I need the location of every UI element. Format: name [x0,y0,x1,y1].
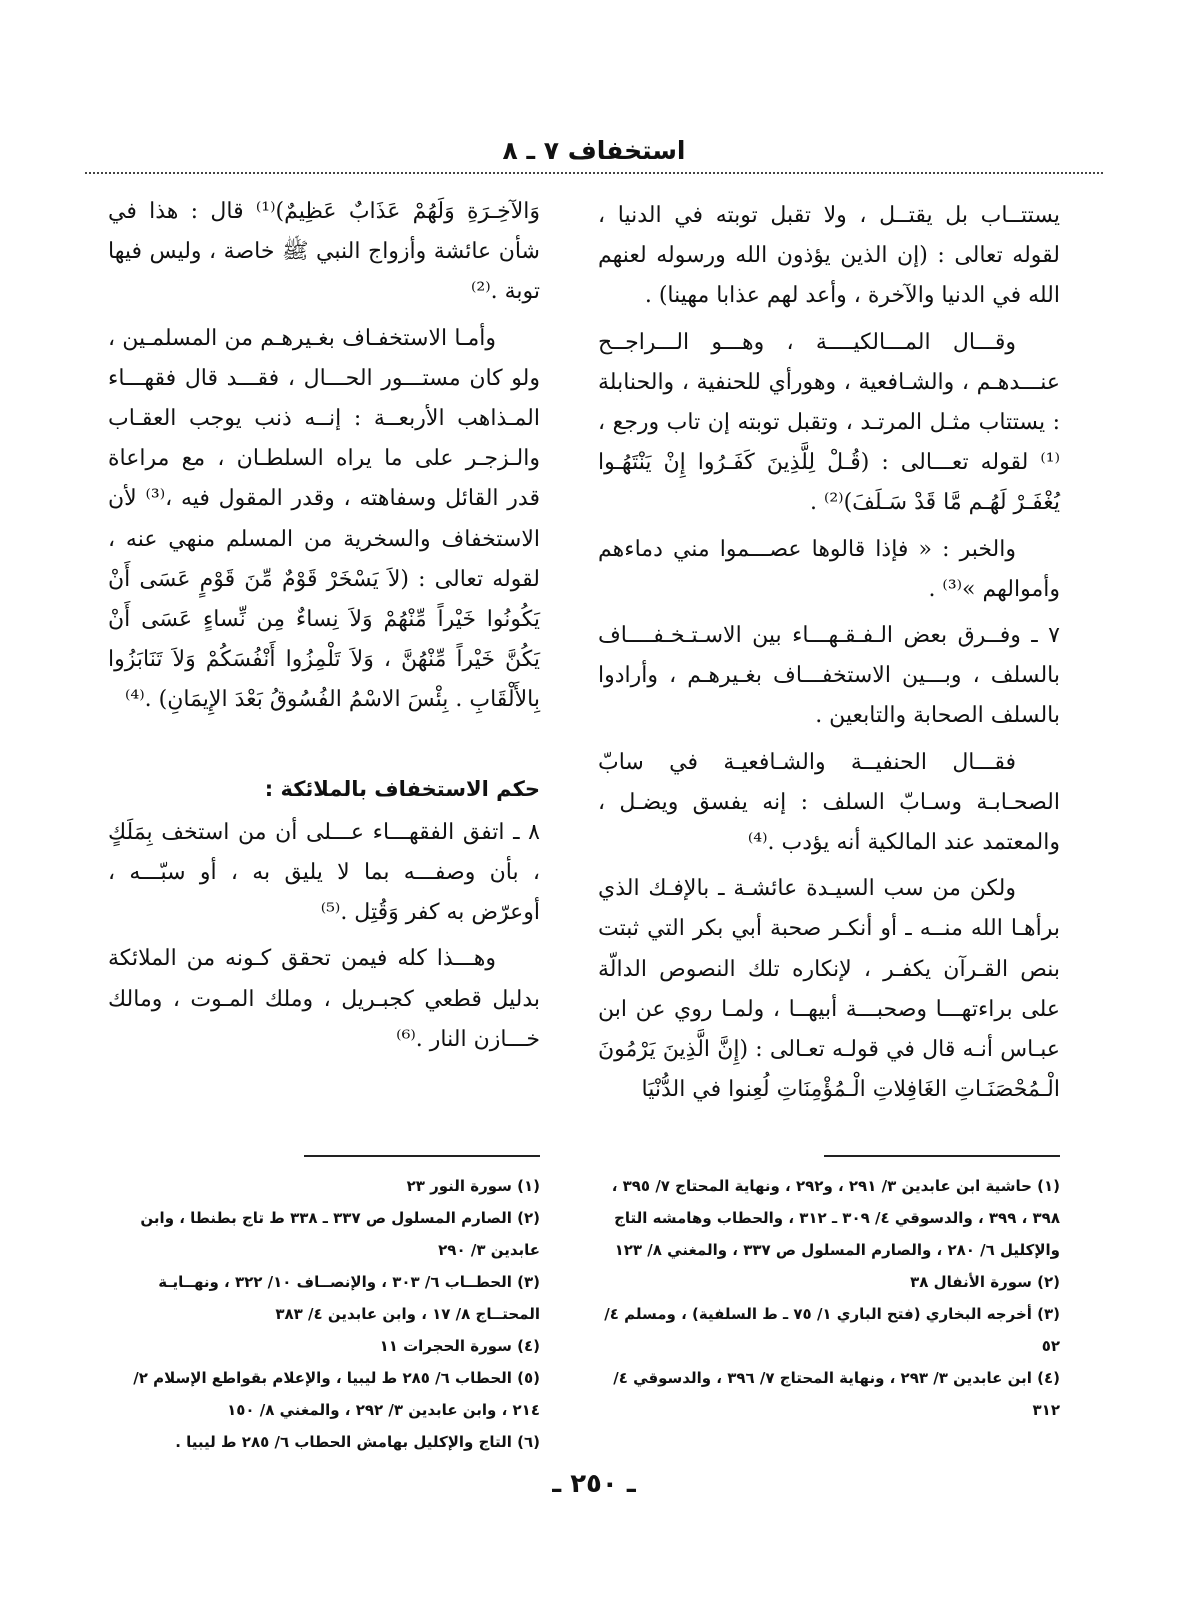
footnote-right-2: (٢) سورة الأنفال ٣٨ [910,1273,1060,1291]
footnote-rule-left [304,1155,540,1157]
page-number: ـ ٢٥٠ ـ [552,1469,636,1499]
right-para-6: ولكن من سب السيـدة عائشـة ـ بالإفـك الذي برأهـا الله منــه ـ أو أنكـر صحبة أبي بكر التي ثبتت بنص القـرآن يكفـر ، لإنكاره تلك النصوص الدالّة على براءتهـــا وصحبـــة أبيهــا ، ولمـا روي عن ابن عبـاس أنـه قال في قولـه تعـالى : (إِنَّ الَّذِينَ يَرْمُونَ الْـمُحْصَنَـاتِ الغَافِلاتِ الْـمُؤْمِنَاتِ لُعِنوا في الدُّنْيَا [598,876,1060,1103]
footnote-right-1: (١) حاشية ابن عابدين ٣/ ٢٩١ ، و٢٩٢ ، ونهاية المحتاج ٧/ ٣٩٥ ، ٣٩٨ ، ٣٩٩ ، والدسوقي ٤/ ٣٠٩ ـ ٣١٢ ، والحطاب وهامشه التاج والإكليل ٦/ ٢٨٠ ، والصارم المسلول ص ٣٣٧ ، والمغني ٨/ ١٢٣ [611,1177,1060,1259]
page-header-title: استخفاف ٧ ـ ٨ [502,136,686,165]
right-para-4: ٧ ـ وفــرق بعض الـفـقـهـــاء بين الاسـتـخـفــــاف بالسلف ، وبـــين الاستخفـــاف بغـيرهـم ، وأرادوا بالسلف الصحابة والتابعين . [598,623,1060,729]
footnote-rule-right [824,1155,1060,1157]
footnote-right-4: (٤) ابن عابدين ٣/ ٢٩٣ ، ونهاية المحتاج ٧/ ٣٩٦ ، والدسوقي ٤/ ٣١٢ [613,1369,1060,1419]
left-para-1: وَالآخِـرَةِ وَلَهُمْ عَذَابٌ عَظِيمٌ)⁽¹⁾ قال : هذا في شأن عائشة وأزواج النبي ﷺ خاصة ، وليس فيها توبة .⁽²⁾ [108,199,541,305]
footnote-left-2: (٢) الصارم المسلول ص ٣٣٧ ـ ٣٣٨ ط تاج بطنطا ، وابن عابدين ٣/ ٢٩٠ [140,1209,540,1259]
right-para-3: والخبر : « فإذا قالوها عصـــموا مني دماءهم وأموالهم »⁽³⁾ . [598,536,1060,602]
footnotes-left [108,1170,540,1458]
section-heading-angels: حكم الاستخفاف بالملائكة : [264,776,540,801]
footnote-left-6: (٦) التاج والإكليل بهامش الحطاب ٦/ ٢٨٥ ط ليبيا . [175,1433,540,1451]
footnote-left-1: (١) سورة النور ٢٣ [406,1177,540,1195]
right-para-2: وقـــال المـــالكيــــة ، وهـــو الـــراجــح عنـــدهـم ، والشـافعية ، وهورأي للحنفية ، والحنابلة : يستتاب مثـل المرتـد ، وتقبل توبته إن تاب ورجع ،⁽¹⁾ لقوله تعـــالى : (قُـلْ لِلَّذِينَ كَفَـرُوا إِنْ يَنْتَهُـوا يُغْفَـرْ لَهُـم مَّا قَدْ سَـلَفَ)⁽²⁾ . [598,329,1060,516]
right-column [598,196,1060,1116]
footnote-right-3: (٣) أخرجه البخاري (فتح الباري ١/ ٧٥ ـ ط السلفية) ، ومسلم ٤/ ٥٢ [604,1305,1060,1355]
footnote-left-5: (٥) الحطاب ٦/ ٢٨٥ ط ليبيا ، والإعلام بقواطع الإسلام ٢/ ٢١٤ ، وابن عابدين ٣/ ٢٩٢ ، والمغني ٨/ ١٥٠ [133,1369,540,1419]
left-para-2: وأمـا الاستخفـاف بغـيرهـم من المسلمـين ، ولو كان مستـــور الحـــال ، فقـــد قال فقهـــاء المـذاهب الأربعــة : إنــه ذنب يوجب العقـاب والـزجـر على ما يراه السلطـان ، مع مراعاة قدر القائل وسفاهته ، وقدر المقول فيه ،⁽³⁾ لأن الاستخفاف والسخرية من المسلم منهي عنه ، لقوله تعالى : (لاَ يَسْخَرْ قَوْمٌ مِّنَ قَوْمٍ عَسَى أَنْ يَكُونُوا خَيْراً مِّنْهُمْ وَلاَ نِساءٌ مِن نِّساءٍ عَسَى أَنْ يَكُنَّ خَيْراً مِّنْهُنَّ ، وَلاَ تَلْمِزُوا أَنْفُسَكُمْ وَلاَ تَنَابَزُوا بِالأَلْقَابِ . بِئْسَ الاسْمُ الفُسُوقُ بَعْدَ الإِيمَانِ) .⁽⁴⁾ [108,325,540,713]
right-para-5: فقـــال الحنفيــة والشـافعيـة في سابّ الصحـابـة وسـابّ السلف : إنه يفسق ويضـل ، والمعتمد عند المالكية أنه يؤدب .⁽⁴⁾ [598,749,1060,856]
footnotes-right [598,1170,1060,1426]
header-dotted-rule [85,172,1103,174]
left-para-4: وهـــذا كله فيمن تحقق كـونه من الملائكة بدليل قطعي كجبـريل ، وملك المـوت ، ومالك خـــازن النار .⁽⁶⁾ [108,946,540,1052]
footnote-left-4: (٤) سورة الحجرات ١١ [379,1337,540,1355]
left-column [108,192,540,1066]
footnote-left-3: (٣) الحطــاب ٦/ ٣٠٣ ، والإنصــاف ١٠/ ٣٢٢ ، ونهــايـة المحتــاج ٨/ ١٧ ، وابن عابدين ٤/ ٣٨٣ [158,1273,540,1323]
right-para-1: يستتــاب بل يقتــل ، ولا تقبل توبته في الدنيا ، لقوله تعالى : (إن الذين يؤذون الله ورسوله لعنهم الله في الدنيا والآخرة ، وأعد لهم عذابا مهينا) . [598,203,1060,309]
left-para-3: ٨ ـ اتفق الفقهـــاء عـــلى أن من استخف بِمَلَكٍ ، بأن وصفـــه بما لا يليق به ، أو سبّـــه ، أوعرّض به كفر وَقُتِل .⁽⁵⁾ [108,819,540,926]
